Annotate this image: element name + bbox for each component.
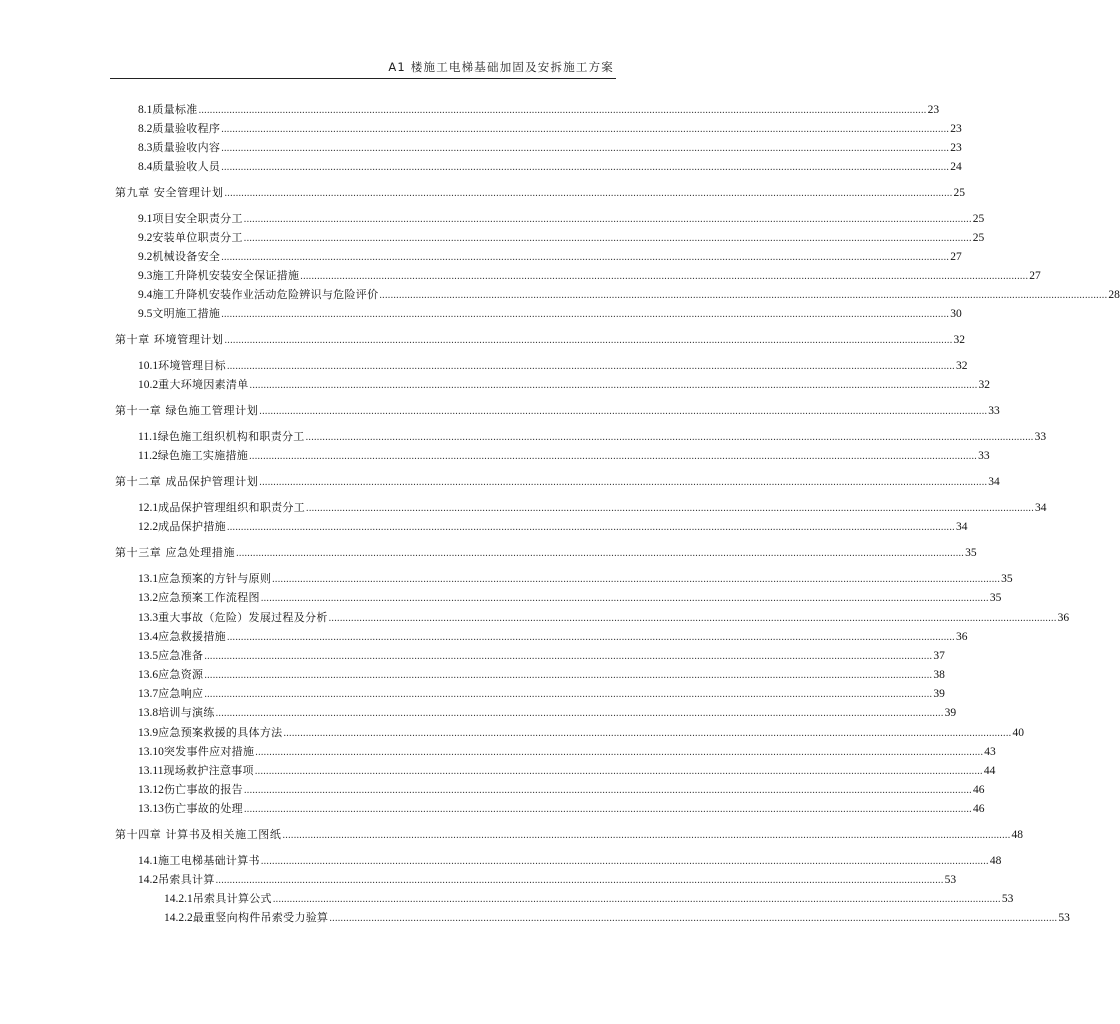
toc-page-number: 32 (955, 360, 968, 372)
toc-section-entry[interactable] (138, 159, 962, 175)
toc-entry-title: 安装单位职责分工 (152, 231, 243, 244)
toc-dot-leader: .................................................................................................................................................................................................................................................................... (329, 913, 1058, 924)
toc-page-number: 30 (950, 308, 962, 320)
toc-dot-leader: .................................................................................................................................................................................................................................................................... (215, 875, 944, 886)
toc-page-number: 23 (950, 123, 962, 135)
toc-dot-leader: .................................................................................................................................................................................................................................................................... (259, 477, 988, 488)
toc-page-number: 34 (955, 521, 968, 533)
toc-page-number: 25 (972, 232, 985, 244)
toc-page-number: 24 (950, 161, 962, 173)
toc-entry-number: 13.2 (138, 592, 159, 604)
toc-entry-title: 质量验收程序 (152, 122, 221, 135)
toc-page-number: 37 (933, 650, 945, 662)
toc-entry-title: 吊索具计算公式 (192, 892, 272, 905)
toc-page-number: 25 (972, 213, 985, 225)
toc-dot-leader: .................................................................................................................................................................................................................................................................... (306, 503, 1035, 514)
toc-section-entry[interactable] (138, 448, 990, 464)
toc-section-entry[interactable] (138, 782, 985, 798)
toc-page-number: 40 (1012, 727, 1024, 739)
toc-section-entry[interactable] (138, 725, 1024, 741)
toc-section-entry[interactable] (138, 287, 1120, 303)
toc-entry-number: 13.11 (138, 765, 164, 777)
toc-entry-number: 10.1 (138, 360, 159, 372)
toc-dot-leader: .................................................................................................................................................................................................................................................................... (300, 271, 1029, 282)
toc-entry-title: 第十三章 应急处理措施 (115, 546, 236, 559)
toc-dot-leader: .................................................................................................................................................................................................................................................................... (226, 361, 955, 372)
toc-entry-title: 现场救护注意事项 (163, 764, 254, 777)
toc-entry-title: 重大事故（危险）发展过程及分析 (158, 611, 328, 624)
toc-section-entry[interactable] (138, 610, 1070, 626)
toc-section-entry[interactable] (138, 249, 962, 265)
toc-entry-title: 培训与演练 (158, 706, 215, 719)
toc-dot-leader: .................................................................................................................................................................................................................................................................... (249, 380, 978, 391)
toc-dot-leader: .................................................................................................................................................................................................................................................................... (243, 804, 972, 815)
toc-chapter-entry[interactable] (115, 545, 977, 561)
toc-entry-title: 应急预案工作流程图 (158, 591, 260, 604)
toc-page-number: 32 (978, 379, 991, 391)
toc-page-number: 35 (989, 592, 1002, 604)
toc-dot-leader: .................................................................................................................................................................................................................................................................... (283, 728, 1012, 739)
toc-entry-number: 13.7 (138, 688, 159, 700)
toc-section-entry[interactable] (138, 230, 985, 246)
toc-entry-title: 应急资源 (158, 668, 204, 681)
toc-entry-number: 14.2.1 (164, 893, 193, 905)
toc-entry-title: 伤亡事故的报告 (163, 783, 243, 796)
toc-page-number: 33 (988, 405, 1000, 417)
toc-dot-leader: .................................................................................................................................................................................................................................................................... (243, 214, 972, 225)
toc-entry-number: 13.6 (138, 669, 159, 681)
toc-chapter-entry[interactable] (115, 827, 1023, 843)
toc-entry-title: 第十四章 计算书及相关施工图纸 (115, 828, 282, 841)
toc-chapter-entry[interactable] (115, 332, 965, 348)
toc-dot-leader: .................................................................................................................................................................................................................................................................... (305, 432, 1034, 443)
toc-page-number: 53 (1001, 893, 1014, 905)
toc-entry-number: 8.2 (138, 123, 153, 135)
toc-entry-title: 施工升降机安装作业活动危险辨识与危险评价 (152, 288, 379, 301)
toc-section-entry[interactable] (138, 667, 945, 683)
toc-dot-leader: .................................................................................................................................................................................................................................................................... (226, 632, 955, 643)
toc-chapter-entry[interactable] (115, 403, 1000, 419)
toc-entry-number: 9.2 (138, 251, 153, 263)
toc-entry-number: 8.3 (138, 142, 153, 154)
toc-entry-number: 13.10 (138, 746, 164, 758)
toc-entry-title: 环境管理目标 (158, 359, 226, 372)
document-title: A1 楼施工电梯基础加固及安拆施工方案 (388, 60, 614, 74)
toc-dot-leader: .................................................................................................................................................................................................................................................................... (260, 593, 989, 604)
toc-dot-leader: .................................................................................................................................................................................................................................................................... (328, 613, 1057, 624)
toc-chapter-entry[interactable] (115, 474, 1000, 490)
toc-dot-leader: .................................................................................................................................................................................................................................................................... (204, 689, 933, 700)
toc-section-entry[interactable] (138, 121, 962, 137)
toc-page-number: 53 (944, 874, 957, 886)
toc-page-number: 39 (933, 688, 945, 700)
toc-dot-leader: .................................................................................................................................................................................................................................................................... (221, 124, 950, 135)
toc-entry-number: 11.1 (138, 431, 158, 443)
toc-entry-title: 成品保护措施 (158, 520, 226, 533)
toc-page-number: 36 (955, 631, 968, 643)
toc-section-entry[interactable] (138, 705, 957, 721)
toc-page-number: 28 (1108, 289, 1120, 301)
toc-page-number: 25 (953, 187, 965, 199)
toc-entry-number: 12.1 (138, 502, 159, 514)
toc-page-number: 35 (1001, 573, 1013, 585)
toc-page-number: 46 (972, 784, 985, 796)
toc-entry-title: 伤亡事故的处理 (163, 802, 243, 815)
toc-entry-title: 第十章 环境管理计划 (115, 333, 224, 346)
toc-page-number: 27 (1029, 270, 1041, 282)
toc-entry-number: 8.4 (138, 161, 153, 173)
toc-entry-title: 第十一章 绿色施工管理计划 (115, 404, 259, 417)
toc-dot-leader: .................................................................................................................................................................................................................................................................... (236, 548, 965, 559)
toc-entry-number: 14.1 (138, 855, 159, 867)
toc-page-number: 36 (1057, 612, 1070, 624)
toc-dot-leader: .................................................................................................................................................................................................................................................................... (254, 766, 983, 777)
toc-section-entry[interactable] (138, 429, 1047, 445)
toc-chapter-entry[interactable] (115, 185, 965, 201)
toc-entry-number: 13.4 (138, 631, 159, 643)
toc-entry-title: 第九章 安全管理计划 (115, 186, 224, 199)
toc-entry-title: 应急响应 (158, 687, 204, 700)
toc-dot-leader: .................................................................................................................................................................................................................................................................... (272, 574, 1001, 585)
toc-entry-title: 最重竖向构件吊索受力验算 (192, 911, 329, 924)
toc-entry-number: 13.1 (138, 573, 159, 585)
toc-dot-leader: .................................................................................................................................................................................................................................................................... (259, 406, 988, 417)
toc-dot-leader: .................................................................................................................................................................................................................................................................... (204, 670, 933, 681)
toc-entry-title: 应急预案救援的具体方法 (158, 726, 283, 739)
toc-entry-title: 质量标准 (152, 103, 198, 116)
toc-page-number: 32 (953, 334, 965, 346)
toc-page-number: 23 (950, 142, 962, 154)
toc-entry-number: 14.2.2 (164, 912, 193, 924)
toc-dot-leader: .................................................................................................................................................................................................................................................................... (221, 252, 950, 263)
toc-entry-number: 13.8 (138, 707, 159, 719)
toc-dot-leader: .................................................................................................................................................................................................................................................................... (204, 651, 933, 662)
toc-section-entry[interactable] (164, 891, 1014, 907)
toc-section-entry[interactable] (138, 571, 1013, 587)
toc-section-entry[interactable] (138, 377, 991, 393)
toc-page-number: 38 (933, 669, 945, 681)
toc-page-number: 48 (989, 855, 1002, 867)
toc-page-number: 35 (965, 547, 977, 559)
toc-entry-title: 应急准备 (158, 649, 204, 662)
toc-entry-number: 9.1 (138, 213, 153, 225)
toc-entry-title: 施工电梯基础计算书 (158, 854, 260, 867)
toc-page-number: 39 (944, 707, 957, 719)
toc-entry-title: 重大环境因素清单 (158, 378, 249, 391)
toc-entry-number: 9.2 (138, 232, 153, 244)
toc-entry-number: 10.2 (138, 379, 159, 391)
toc-section-entry[interactable] (138, 268, 1041, 284)
toc-entry-number: 13.12 (138, 784, 164, 796)
toc-page-number: 34 (988, 476, 1000, 488)
toc-section-entry[interactable] (138, 590, 1002, 606)
toc-entry-title: 第十二章 成品保护管理计划 (115, 475, 259, 488)
toc-dot-leader: .................................................................................................................................................................................................................................................................... (272, 894, 1001, 905)
toc-entry-title: 项目安全职责分工 (152, 212, 243, 225)
toc-page-number: 33 (1034, 431, 1047, 443)
toc-page-number: 23 (927, 104, 940, 116)
toc-entry-number: 9.4 (138, 289, 153, 301)
toc-entry-title: 应急预案的方针与原则 (158, 572, 272, 585)
toc-page-number: 48 (1011, 829, 1023, 841)
toc-entry-number: 9.3 (138, 270, 153, 282)
toc-entry-number: 13.13 (138, 803, 164, 815)
toc-entry-title: 应急救援措施 (158, 630, 226, 643)
toc-dot-leader: .................................................................................................................................................................................................................................................................... (243, 785, 972, 796)
toc-section-entry[interactable] (138, 211, 985, 227)
toc-entry-number: 12.2 (138, 521, 159, 533)
toc-section-entry[interactable] (138, 763, 996, 779)
toc-section-entry[interactable] (138, 853, 1002, 869)
toc-page-number: 43 (984, 746, 996, 758)
toc-dot-leader: .................................................................................................................................................................................................................................................................... (198, 105, 927, 116)
toc-section-entry[interactable] (138, 140, 962, 156)
toc-section-entry[interactable] (138, 872, 957, 888)
toc-entry-title: 质量验收人员 (152, 160, 221, 173)
toc-entry-title: 突发事件应对措施 (163, 745, 255, 758)
toc-entry-number: 13.9 (138, 727, 159, 739)
toc-entry-number: 13.3 (138, 612, 159, 624)
toc-dot-leader: .................................................................................................................................................................................................................................................................... (249, 451, 978, 462)
toc-section-entry[interactable] (138, 744, 996, 760)
toc-page-number: 53 (1058, 912, 1070, 924)
toc-entry-title: 成品保护管理组织和职责分工 (158, 501, 306, 514)
toc-entry-title: 质量验收内容 (152, 141, 221, 154)
toc-section-entry[interactable] (138, 686, 945, 702)
toc-page-number: 34 (1035, 502, 1047, 514)
toc-entry-number: 13.5 (138, 650, 159, 662)
toc-dot-leader: .................................................................................................................................................................................................................................................................... (224, 188, 953, 199)
toc-page-number: 46 (972, 803, 985, 815)
toc-entry-number: 8.1 (138, 104, 153, 116)
toc-section-entry[interactable] (138, 648, 945, 664)
toc-page-number: 33 (978, 450, 990, 462)
toc-dot-leader: .................................................................................................................................................................................................................................................................... (221, 309, 950, 320)
toc-dot-leader: .................................................................................................................................................................................................................................................................... (243, 233, 972, 244)
toc-entry-number: 11.2 (138, 450, 158, 462)
toc-entry-title: 施工升降机安装安全保证措施 (152, 269, 300, 282)
toc-dot-leader: .................................................................................................................................................................................................................................................................... (221, 162, 950, 173)
toc-section-entry[interactable] (138, 306, 962, 322)
toc-entry-title: 机械设备安全 (152, 250, 221, 263)
toc-entry-title: 文明施工措施 (152, 307, 221, 320)
toc-section-entry[interactable] (138, 358, 968, 374)
toc-section-entry[interactable] (138, 500, 1047, 516)
toc-dot-leader: .................................................................................................................................................................................................................................................................... (282, 830, 1011, 841)
toc-dot-leader: .................................................................................................................................................................................................................................................................... (379, 290, 1108, 301)
toc-entry-title: 绿色施工实施措施 (157, 449, 249, 462)
toc-dot-leader: .................................................................................................................................................................................................................................................................... (215, 708, 944, 719)
toc-entry-number: 14.2 (138, 874, 159, 886)
toc-entry-title: 吊索具计算 (158, 873, 215, 886)
toc-dot-leader: .................................................................................................................................................................................................................................................................... (224, 335, 953, 346)
toc-section-entry[interactable] (138, 519, 968, 535)
toc-entry-number: 9.5 (138, 308, 153, 320)
toc-section-entry[interactable] (138, 102, 940, 118)
toc-section-entry[interactable] (138, 801, 985, 817)
toc-dot-leader: .................................................................................................................................................................................................................................................................... (255, 747, 984, 758)
toc-dot-leader: .................................................................................................................................................................................................................................................................... (260, 856, 989, 867)
toc-page-number: 27 (950, 251, 962, 263)
toc-section-entry[interactable] (138, 629, 968, 645)
toc-entry-title: 绿色施工组织机构和职责分工 (157, 430, 305, 443)
toc-page-number: 44 (983, 765, 996, 777)
toc-section-entry[interactable] (164, 910, 1070, 926)
toc-dot-leader: .................................................................................................................................................................................................................................................................... (226, 522, 955, 533)
toc-dot-leader: .................................................................................................................................................................................................................................................................... (221, 143, 950, 154)
